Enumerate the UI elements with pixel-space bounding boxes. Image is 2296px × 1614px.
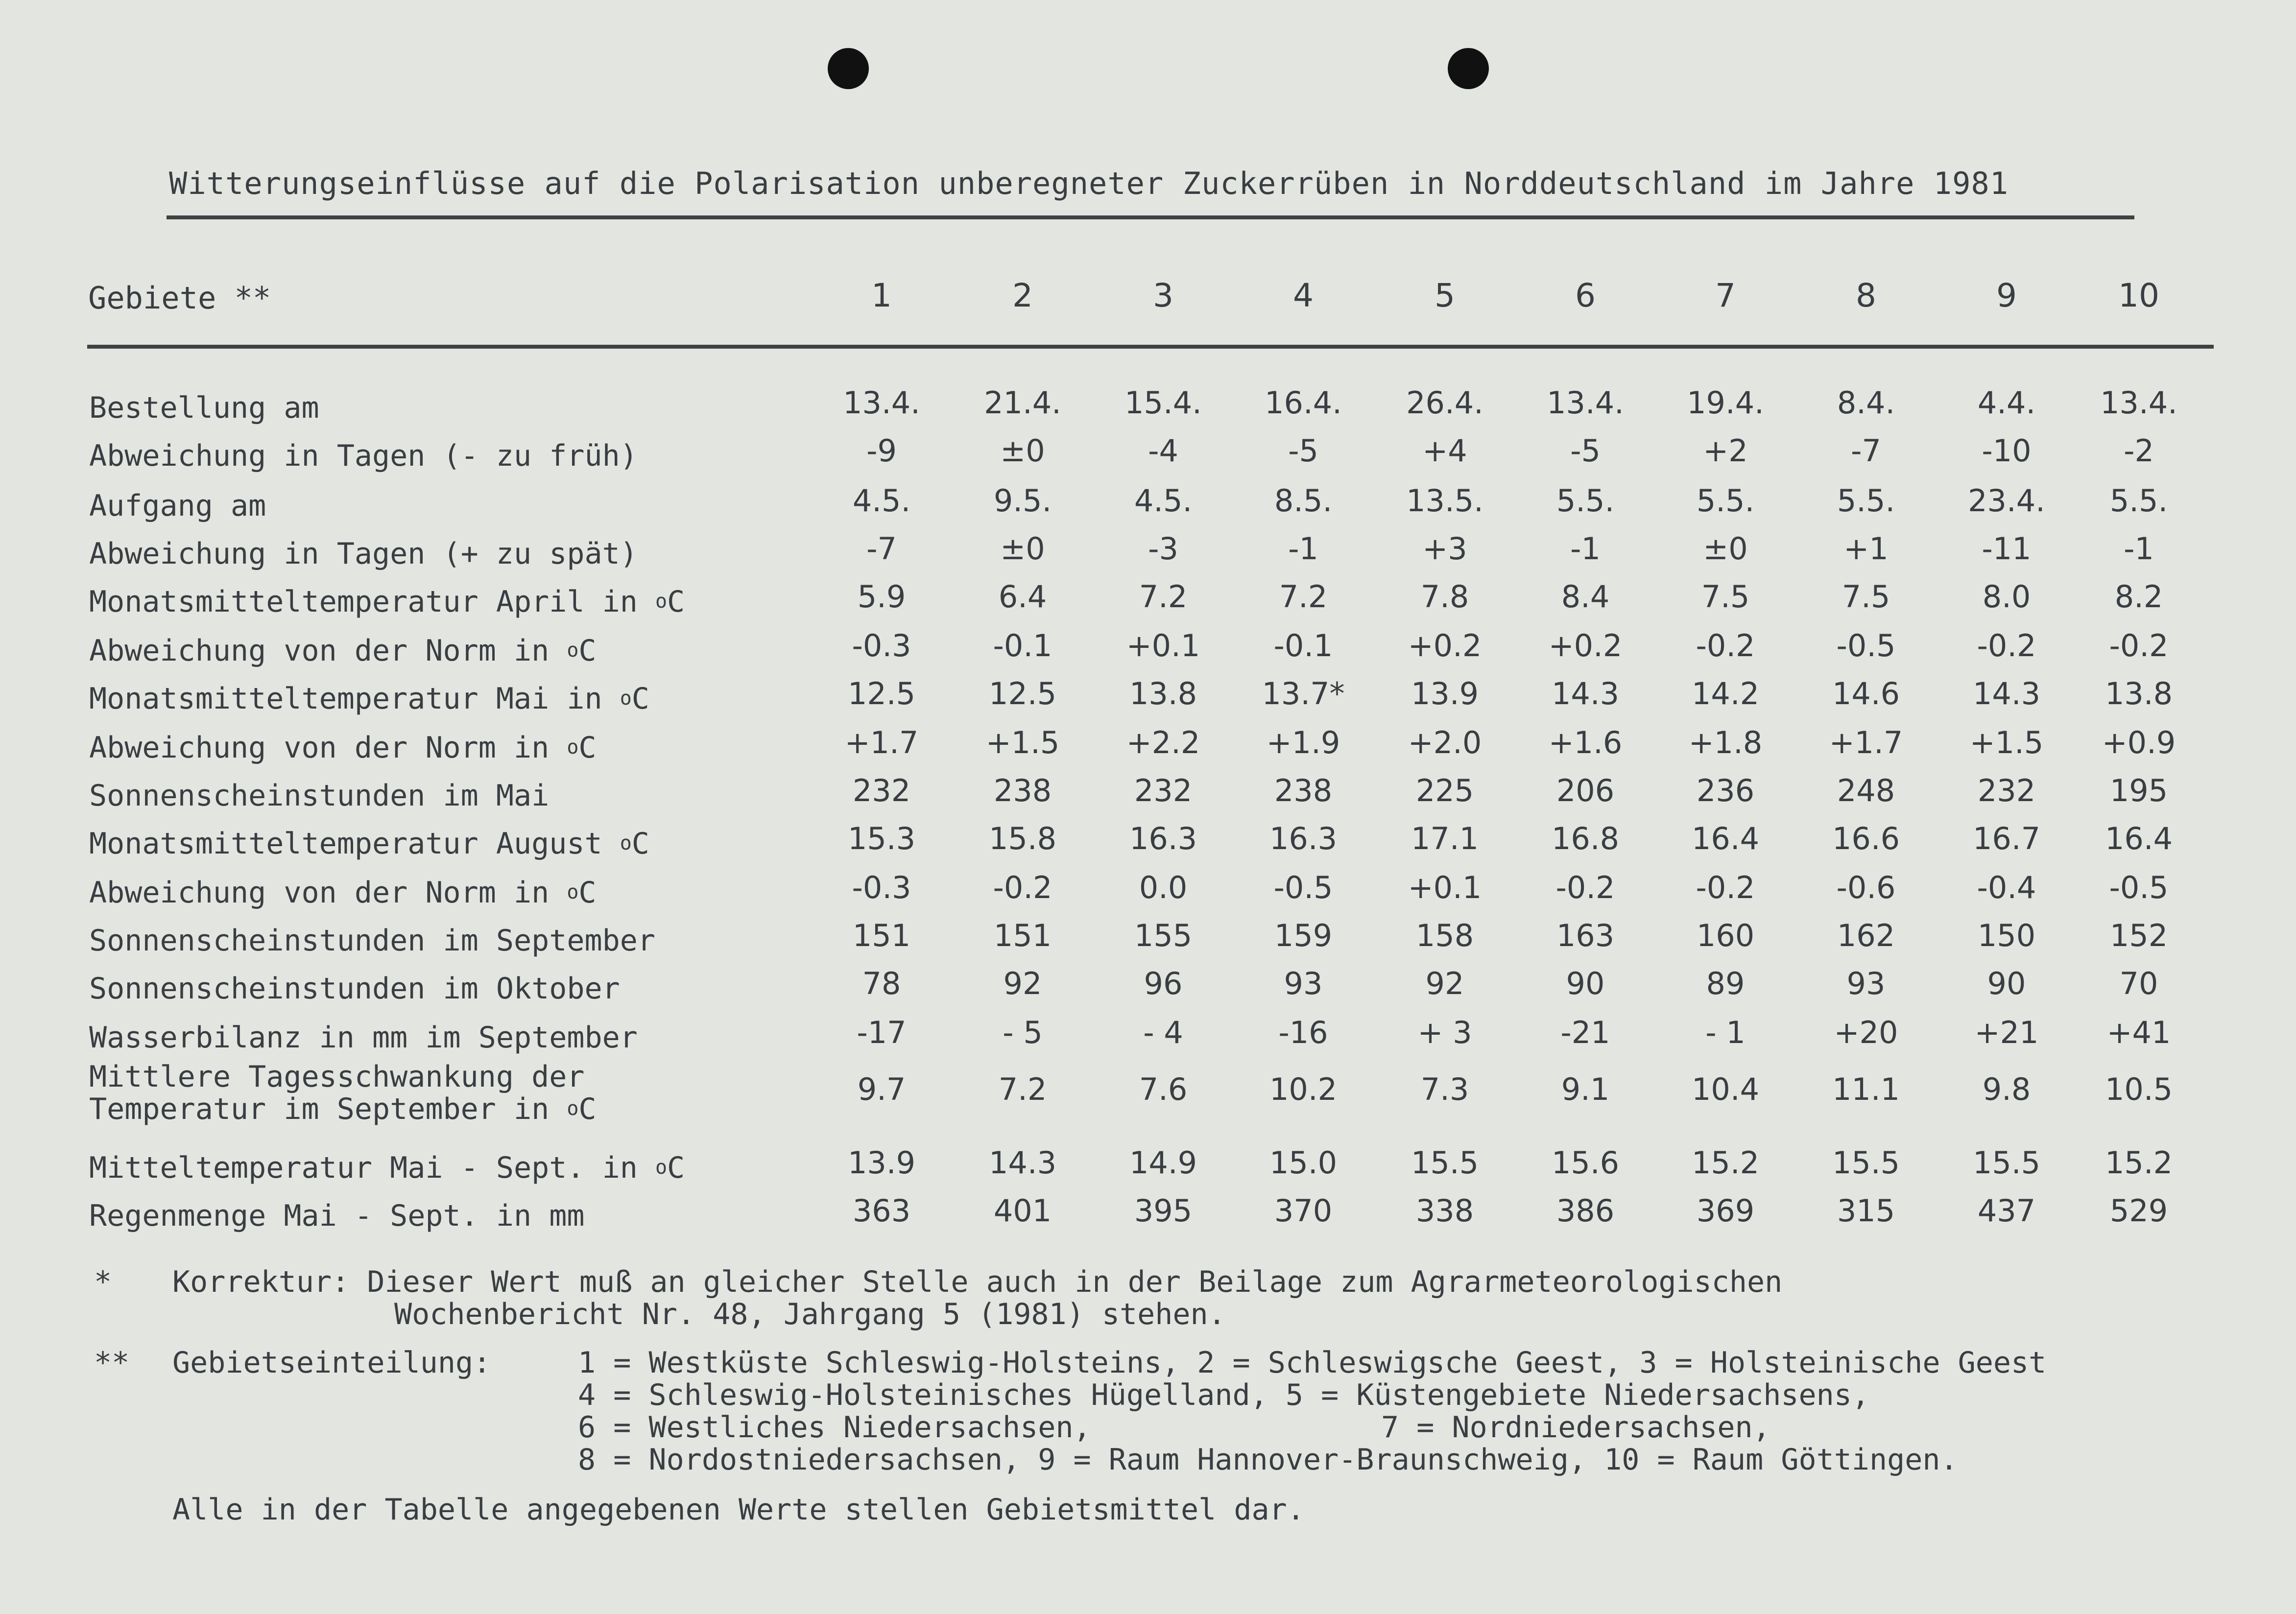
table-cell: -0.2: [2109, 628, 2169, 664]
table-cell: 15.8: [988, 821, 1057, 856]
table-cell: 4.4.: [1977, 385, 2036, 421]
row-label-text: Sonnenscheinstunden im September: [89, 924, 655, 958]
table-cell: 5.5.: [1837, 483, 1895, 519]
table-cell: +1.7: [1829, 725, 1903, 760]
row-label-text: Abweichung in Tagen (+ zu spät): [89, 537, 638, 571]
degree-mark: o: [655, 1156, 668, 1179]
table-cell: 238: [993, 773, 1052, 808]
table-cell: 15.6: [1551, 1145, 1620, 1181]
table-cell: 395: [1134, 1193, 1193, 1229]
row-label-text: Monatsmitteltemperatur April in: [89, 585, 655, 619]
column-header: 1: [871, 277, 892, 314]
row-label-text: Sonnenscheinstunden im Oktober: [89, 972, 620, 1006]
table-cell: -0.2: [1696, 628, 1755, 664]
table-cell: -5: [1570, 433, 1601, 469]
footnote-star-mark: *: [94, 1265, 112, 1299]
table-cell: 8.0: [1982, 579, 2031, 615]
table-cell: -9: [866, 433, 897, 469]
punch-hole-left: [828, 48, 869, 89]
column-header: 6: [1575, 277, 1596, 314]
table-cell: 15.5: [1411, 1145, 1479, 1181]
table-cell: 70: [2119, 966, 2158, 1001]
table-cell: 5.5.: [1696, 483, 1755, 519]
row-label: [89, 780, 549, 812]
table-cell: 7.2: [998, 1071, 1047, 1107]
table-cell: 151: [852, 918, 911, 953]
table-cell: 13.4.: [843, 385, 920, 421]
table-cell: 8.2: [2114, 579, 2163, 615]
table-cell: 13.5.: [1406, 483, 1483, 519]
table-cell: 16.4.: [1265, 385, 1342, 421]
table-cell: 17.1: [1411, 821, 1479, 856]
table-cell: 9.1: [1561, 1071, 1610, 1107]
table-cell: 10.5: [2105, 1071, 2173, 1107]
table-cell: 232: [1134, 773, 1193, 808]
table-cell: +1.6: [1548, 725, 1623, 760]
table-cell: 78: [862, 966, 901, 1001]
row-label-text: Abweichung in Tagen (- zu früh): [89, 439, 638, 473]
row-label: [89, 1152, 685, 1187]
row-label: [89, 973, 620, 1005]
column-header: 5: [1435, 277, 1455, 314]
footnote-dstar-line1: 1 = Westküste Schleswig-Holsteins, 2 = Schleswigsche Geest, 3 = Holsteinische Geest: [578, 1346, 2047, 1380]
row-label-text: Wasserbilanz in mm im September: [89, 1021, 638, 1055]
table-cell: 13.4.: [1547, 385, 1624, 421]
table-cell: -0.6: [1836, 870, 1896, 905]
table-cell: 13.9: [847, 1145, 916, 1181]
table-cell: 16.7: [1972, 821, 2041, 856]
table-cell: 150: [1977, 918, 2036, 953]
punch-hole-right: [1448, 48, 1489, 89]
degree-mark: o: [567, 881, 579, 903]
table-cell: +2.0: [1408, 725, 1482, 760]
row-unit: C: [667, 1151, 685, 1185]
footnote-dstar-line3a: 6 = Westliches Niedersachsen,: [578, 1410, 1091, 1445]
table-cell: 15.5: [1972, 1145, 2041, 1181]
table-cell: +0.2: [1548, 628, 1623, 664]
table-cell: 163: [1556, 918, 1615, 953]
table-cell: 248: [1837, 773, 1895, 808]
row-label: [89, 392, 319, 424]
degree-mark: o: [620, 687, 632, 710]
row-label: [89, 1061, 597, 1129]
row-label-text: Sonnenscheinstunden im Mai: [89, 779, 550, 813]
table-cell: -3: [1148, 531, 1178, 567]
degree-mark: o: [655, 590, 668, 613]
row-label: [89, 877, 597, 912]
table-cell: +3: [1422, 531, 1467, 567]
table-cell: -1: [2124, 531, 2154, 567]
row-label: [89, 440, 638, 472]
closing-note: Alle in der Tabelle angegebenen Werte stellen Gebietsmittel dar.: [172, 1493, 1305, 1527]
title-underline: [167, 215, 2134, 219]
table-cell: 15.5: [1832, 1145, 1900, 1181]
table-cell: 92: [1425, 966, 1464, 1001]
table-cell: -0.3: [852, 870, 911, 905]
column-header: 3: [1153, 277, 1173, 314]
table-cell: 7.5: [1701, 579, 1750, 615]
table-cell: 232: [852, 773, 911, 808]
table-cell: 4.5.: [852, 483, 911, 519]
table-cell: 90: [1987, 966, 2026, 1001]
table-cell: 195: [2109, 773, 2168, 808]
table-cell: 8.4: [1561, 579, 1610, 615]
table-cell: 236: [1696, 773, 1755, 808]
table-cell: 13.8: [2105, 676, 2173, 712]
table-cell: +0.2: [1408, 628, 1482, 664]
table-cell: 19.4.: [1687, 385, 1764, 421]
table-cell: 363: [852, 1193, 911, 1229]
table-cell: 10.4: [1691, 1071, 1760, 1107]
table-cell: 23.4.: [1968, 483, 2045, 519]
footnote-dstar-mark: **: [94, 1346, 130, 1380]
table-cell: 16.3: [1129, 821, 1197, 856]
table-cell: 370: [1274, 1193, 1333, 1229]
table-cell: + 3: [1417, 1015, 1472, 1050]
table-cell: 89: [1706, 966, 1745, 1001]
table-cell: 338: [1415, 1193, 1474, 1229]
row-label-text: Aufgang am: [89, 489, 266, 523]
row-label-text: Monatsmitteltemperatur Mai in: [89, 682, 620, 716]
table-cell: -0.5: [1273, 870, 1333, 905]
table-cell: -5: [1288, 433, 1318, 469]
column-header: 10: [2118, 277, 2159, 314]
table-cell: 93: [1846, 966, 1886, 1001]
row-label-text: Abweichung von der Norm in: [89, 876, 567, 910]
table-cell: 206: [1556, 773, 1615, 808]
table-cell: -0.2: [1977, 628, 2036, 664]
table-cell: - 1: [1705, 1015, 1746, 1050]
table-cell: 93: [1284, 966, 1323, 1001]
row-unit: C: [631, 827, 649, 861]
table-cell: +41: [2106, 1015, 2171, 1050]
table-cell: 7.6: [1139, 1071, 1188, 1107]
footnote-dstar-line4: 8 = Nordostniedersachsen, 9 = Raum Hannover-Braunschweig, 10 = Raum Göttingen.: [578, 1443, 1958, 1477]
table-cell: -10: [1982, 433, 2032, 469]
row-label-text: Monatsmitteltemperatur August: [89, 827, 620, 861]
table-cell: +20: [1834, 1015, 1898, 1050]
footnote-dstar-line2: 4 = Schleswig-Holsteinisches Hügelland, 5 = Küstengebiete Niedersachsens,: [578, 1378, 1869, 1412]
table-cell: 8.5.: [1274, 483, 1333, 519]
row-label: [89, 586, 685, 621]
row-label-text: Mittlere Tagesschwankung der: [89, 1060, 585, 1094]
table-cell: 7.2: [1279, 579, 1328, 615]
table-cell: 315: [1837, 1193, 1895, 1229]
table-cell: - 5: [1003, 1015, 1043, 1050]
table-cell: 9.7: [857, 1071, 906, 1107]
row-label: [89, 925, 655, 957]
footnote-dstar-label: Gebietseinteilung:: [172, 1346, 491, 1380]
row-label: [89, 1200, 584, 1232]
table-cell: 96: [1144, 966, 1183, 1001]
table-cell: 401: [993, 1193, 1052, 1229]
table-cell: 14.3: [988, 1145, 1057, 1181]
table-cell: 7.3: [1420, 1071, 1469, 1107]
table-cell: 15.2: [1691, 1145, 1760, 1181]
row-label: [89, 732, 597, 767]
row-unit: C: [631, 682, 649, 716]
table-cell: 16.6: [1832, 821, 1900, 856]
row-label: [89, 828, 649, 863]
table-cell: -4: [1148, 433, 1178, 469]
table-cell: 6.4: [998, 579, 1047, 615]
row-unit: C: [578, 634, 597, 668]
table-cell: 16.4: [1691, 821, 1760, 856]
row-label-text: Abweichung von der Norm in: [89, 731, 567, 765]
row-label-text: Abweichung von der Norm in: [89, 634, 567, 668]
table-cell: 14.3: [1972, 676, 2041, 712]
table-cell: 7.8: [1420, 579, 1469, 615]
table-cell: 15.0: [1269, 1145, 1338, 1181]
row-label-text: Bestellung am: [89, 391, 319, 425]
degree-mark: o: [567, 736, 579, 759]
table-cell: - 4: [1143, 1015, 1183, 1050]
table-cell: 10.2: [1269, 1071, 1338, 1107]
row-label: [89, 635, 597, 670]
header-rule: [87, 345, 2214, 349]
degree-mark: o: [567, 639, 579, 662]
table-cell: 90: [1566, 966, 1605, 1001]
table-cell: 369: [1696, 1193, 1755, 1229]
table-cell: 386: [1556, 1193, 1615, 1229]
row-unit: C: [578, 731, 597, 765]
table-cell: 160: [1696, 918, 1755, 953]
table-cell: 162: [1837, 918, 1895, 953]
table-cell: 158: [1415, 918, 1474, 953]
table-cell: -0.2: [1696, 870, 1755, 905]
table-cell: ±0: [1703, 531, 1748, 567]
column-header: 9: [1996, 277, 2017, 314]
table-cell: 5.5.: [1556, 483, 1615, 519]
footnote-star-line2: Wochenbericht Nr. 48, Jahrgang 5 (1981) stehen.: [394, 1297, 1226, 1331]
table-cell: +1.5: [985, 725, 1060, 760]
table-cell: 9.5.: [993, 483, 1052, 519]
table-cell: 14.6: [1832, 676, 1900, 712]
table-cell: 152: [2109, 918, 2168, 953]
row-label-text-line2: Temperatur im September in: [89, 1092, 567, 1126]
table-cell: 12.5: [847, 676, 916, 712]
table-cell: -17: [857, 1015, 907, 1050]
table-cell: 5.9: [857, 579, 906, 615]
table-cell: ±0: [1000, 433, 1045, 469]
table-cell: -0.2: [993, 870, 1052, 905]
table-cell: 15.2: [2105, 1145, 2173, 1181]
column-header: 2: [1012, 277, 1033, 314]
row-label-text: Regenmenge Mai - Sept. in mm: [89, 1199, 585, 1233]
table-cell: 529: [2109, 1193, 2168, 1229]
table-cell: 13.9: [1411, 676, 1479, 712]
table-cell: +0.1: [1408, 870, 1482, 905]
column-header: 7: [1715, 277, 1736, 314]
table-cell: 92: [1003, 966, 1042, 1001]
table-cell: -0.1: [1273, 628, 1333, 664]
column-header: 4: [1293, 277, 1314, 314]
row-unit: C: [667, 585, 685, 619]
table-cell: 21.4.: [984, 385, 1061, 421]
row-label: [89, 538, 638, 570]
table-cell: 13.7*: [1262, 676, 1345, 712]
table-cell: +2.2: [1126, 725, 1200, 760]
table-cell: -11: [1982, 531, 2032, 567]
table-cell: 13.8: [1129, 676, 1197, 712]
table-cell: 155: [1134, 918, 1193, 953]
table-cell: ±0: [1000, 531, 1045, 567]
table-cell: -0.3: [852, 628, 911, 664]
table-cell: 0.0: [1139, 870, 1188, 905]
table-cell: 12.5: [988, 676, 1057, 712]
table-cell: 5.5.: [2109, 483, 2168, 519]
table-cell: -1: [1570, 531, 1601, 567]
table-cell: 8.4.: [1837, 385, 1895, 421]
table-cell: 238: [1274, 773, 1333, 808]
table-cell: 11.1: [1832, 1071, 1900, 1107]
table-cell: 14.2: [1691, 676, 1760, 712]
table-cell: 14.3: [1551, 676, 1620, 712]
table-cell: -0.5: [1836, 628, 1896, 664]
row-label: [89, 683, 649, 718]
table-cell: 7.2: [1139, 579, 1188, 615]
table-cell: 15.3: [847, 821, 916, 856]
table-cell: 437: [1977, 1193, 2036, 1229]
table-cell: +0.9: [2102, 725, 2176, 760]
degree-mark: o: [567, 1097, 579, 1120]
table-cell: -7: [866, 531, 897, 567]
table-cell: +1: [1843, 531, 1889, 567]
table-cell: +1.5: [1969, 725, 2044, 760]
header-label: Gebiete **: [88, 280, 271, 316]
row-label-text: Mitteltemperatur Mai - Sept. in: [89, 1151, 655, 1185]
row-unit: C: [578, 876, 597, 910]
row-label: [89, 1021, 638, 1054]
table-title: Witterungseinflüsse auf die Polarisation unberegneter Zuckerrüben in Norddeutschland im Jahre 1981: [169, 166, 2009, 201]
table-cell: +1.7: [844, 725, 919, 760]
table-cell: -0.4: [1977, 870, 2036, 905]
table-cell: 15.4.: [1124, 385, 1202, 421]
degree-mark: o: [620, 832, 632, 854]
table-cell: +1.9: [1266, 725, 1340, 760]
table-cell: -2: [2124, 433, 2154, 469]
row-unit: C: [578, 1092, 597, 1126]
table-cell: +4: [1422, 433, 1467, 469]
table-cell: -16: [1278, 1015, 1328, 1050]
footnote-dstar-line3b: 7 = Nordniedersachsen,: [1381, 1410, 1770, 1445]
table-cell: +1.8: [1688, 725, 1763, 760]
table-cell: -7: [1851, 433, 1881, 469]
table-cell: 4.5.: [1134, 483, 1193, 519]
table-cell: 14.9: [1129, 1145, 1197, 1181]
table-cell: 151: [993, 918, 1052, 953]
footnote-star-line1: Korrektur: Dieser Wert muß an gleicher Stelle auch in der Beilage zum Agrarmeteorologischen: [172, 1265, 1783, 1299]
table-cell: 9.8: [1982, 1071, 2031, 1107]
table-cell: +2: [1703, 433, 1748, 469]
table-cell: +0.1: [1126, 628, 1200, 664]
table-cell: +21: [1974, 1015, 2039, 1050]
table-cell: 13.4.: [2100, 385, 2177, 421]
table-cell: -0.2: [1555, 870, 1615, 905]
table-cell: 159: [1274, 918, 1333, 953]
table-cell: -21: [1560, 1015, 1610, 1050]
row-label: [89, 490, 266, 522]
table-cell: 26.4.: [1406, 385, 1483, 421]
table-cell: -0.5: [2109, 870, 2169, 905]
table-cell: -1: [1288, 531, 1318, 567]
column-header: 8: [1856, 277, 1876, 314]
table-cell: 16.8: [1551, 821, 1620, 856]
table-cell: 225: [1415, 773, 1474, 808]
table-cell: 16.4: [2105, 821, 2173, 856]
table-cell: 232: [1977, 773, 2036, 808]
table-cell: 7.5: [1842, 579, 1890, 615]
table-cell: 16.3: [1269, 821, 1338, 856]
table-cell: -0.1: [993, 628, 1052, 664]
